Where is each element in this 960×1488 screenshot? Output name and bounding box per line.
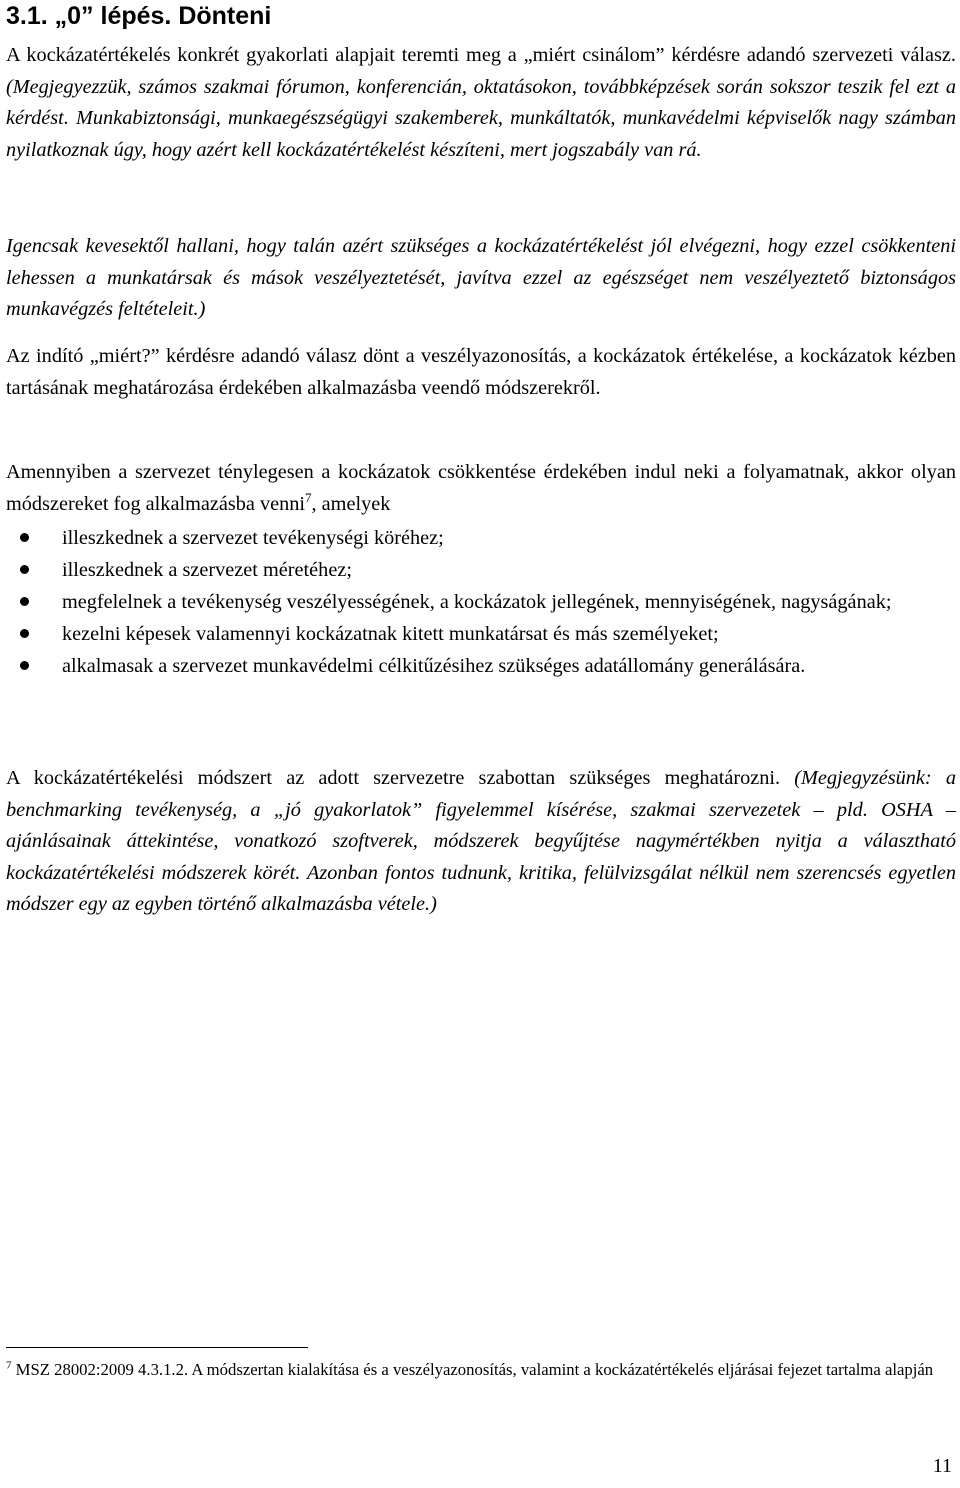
list-item [6,650,956,682]
list-item-text: illeszkednek a szervezet tevékenységi köréhez; [62,527,444,549]
paragraph-note-continued: Igencsak kevesektől hallani, hogy talán azért szükséges a kockázatértékelést jól elvégezni, hogy ezzel csökkenteni lehessen a munkatársak és mások veszélyeztetését, javítva ezzel az egészséget nem veszélyeztető biztonságos munkavégzés feltételeit.) [6,235,956,320]
bullet-icon [20,629,29,638]
list-item-text: megfelelnek a tevékenység veszélyességének, a kockázatok jellegének, mennyiségének, nagyságának; [62,591,892,613]
page-number: 11 [932,1455,952,1477]
bullet-icon [20,597,29,606]
list-item [6,586,956,618]
footnote-divider [6,1347,308,1348]
bullet-icon [20,661,29,670]
footnote-reference[interactable]: 7 [305,489,312,505]
bullet-icon [20,533,29,542]
list-item [6,554,956,586]
paragraph-methods-text: Amennyiben a szervezet ténylegesen a kockázatok csökkentése érdekében indul neki a folyamatnak, akkor olyan módszereket fog alkalmazásba venni [6,461,956,515]
section-heading: 3.1. „0” lépés. Dönteni [6,2,272,30]
document-page [6,0,956,1477]
footnote-text: MSZ 28002:2009 4.3.1.2. A módszertan kialakítása és a veszélyazonosítás, valamint a kockázatértékelés eljárásai fejezet tartalma alapján [11,1360,934,1379]
paragraph-intro-note: (Megjegyezzük, számos szakmai fórumon, konferencián, oktatásokon, továbbképzések során sokszor teszik fel ezt a kérdést. Munkabiztonsági, munkaegészségügyi szakemberek, munkáltatók, munkavédelmi képviselők nagy számban nyilatkoznak úgy, hogy azért kell kockázatértékelést készíteni, mert jogszabály van rá. [6,75,956,161]
list-item [6,522,956,554]
paragraph-method-selection-note: (Megjegyzésünk: a benchmarking tevékenység, a „jó gyakorlatok” figyelemmel kísérése, szakmai szervezetek – pld. OSHA – ajánlásainak áttekintése, vonatkozó szoftverek, módszerek begyűjtése nagymértékben nyitja a választható kockázatértékelési módszerek körét. Azonban fontos tudnunk, kritika, felülvizsgálat nélkül nem szerencsés egyetlen módszer egy az egyben történő alkalmazásba vétele.) [6,767,956,915]
paragraph-why-answer: Az indító „miért?” kérdésre adandó válasz dönt a veszélyazonosítás, a kockázatok értékelése, a kockázatok kézben tartásának meghatározása érdekében alkalmazásba veendő módszerekről. [6,345,956,399]
paragraph-method-selection-text: A kockázatértékelési módszert az adott szervezetre szabottan szükséges meghatározni. [6,767,795,789]
list-item-text: kezelni képesek valamennyi kockázatnak kitett munkatársat és más személyeket; [62,623,719,645]
paragraph-methods [6,457,956,520]
list-item-text: illeszkednek a szervezet méretéhez; [62,559,352,581]
footnote [6,1358,956,1382]
list-item [6,618,956,650]
paragraph-method-selection [6,763,956,921]
criteria-list [6,522,956,682]
paragraph-intro [6,40,956,166]
footnote-mark: 7 [6,1359,12,1372]
bullet-icon [20,565,29,574]
paragraph-intro-text: A kockázatértékelés konkrét gyakorlati alapjait teremti meg a „miért csinálom” kérdésre adandó szervezeti válasz. [6,44,956,66]
paragraph-methods-tail: , amelyek [311,492,391,515]
list-item-text: alkalmasak a szervezet munkavédelmi célkitűzésihez szükséges adatállomány generálására. [62,655,806,677]
